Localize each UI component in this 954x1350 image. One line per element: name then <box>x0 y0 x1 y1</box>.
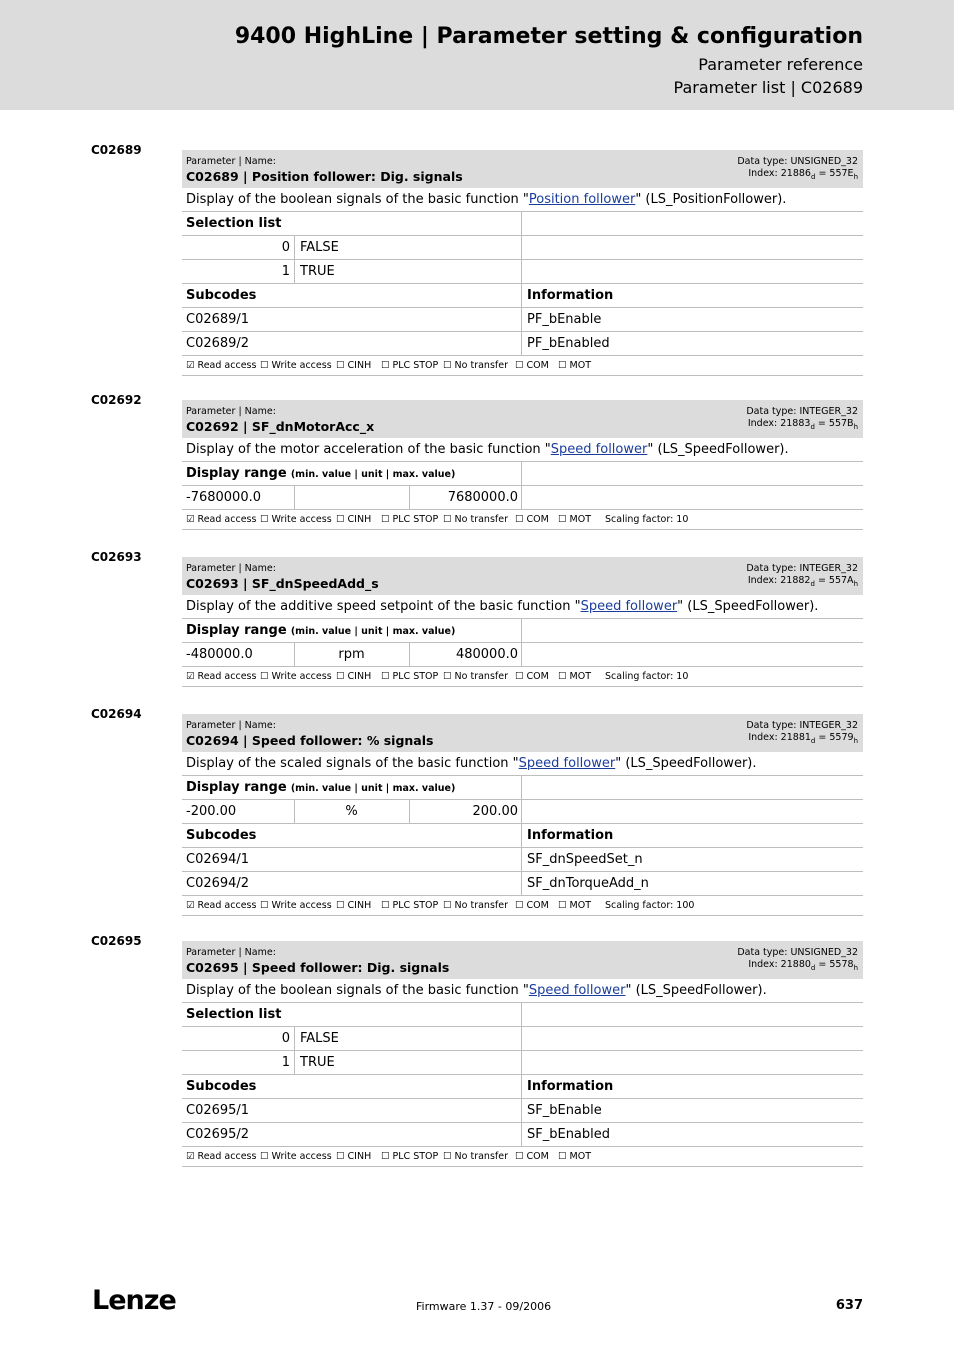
param-description: Display of the additive speed setpoint of the basic function "Speed follower" (LS_SpeedFollower). <box>182 595 863 619</box>
data-type: Data type: INTEGER_32 <box>746 406 858 417</box>
param-description: Display of the boolean signals of the basic function "Speed follower" (LS_SpeedFollower). <box>182 979 863 1003</box>
page-header <box>0 0 954 110</box>
scaling-factor: Scaling factor: 10 <box>605 514 689 525</box>
header-subtitle: Parameter reference <box>698 55 863 74</box>
function-link[interactable]: Speed follower <box>528 983 626 998</box>
subcodes-header: Subcodes Information <box>182 284 863 308</box>
param-index: Index: $21886_d = 557E_h$ <box>748 168 858 181</box>
param-description: Display of the scaled signals of the basic function "Speed follower" (LS_SpeedFollower). <box>182 752 863 776</box>
subcode-row: C02695/2 SF_bEnabled <box>182 1123 863 1147</box>
data-type: Data type: UNSIGNED_32 <box>737 947 858 958</box>
access-flags: ☑ Read access ☐ Write access ☐ CINH ☐ PLC STOP ☐ No transfer ☐ COM ☐ MOT Scaling factor: 100 <box>182 896 863 916</box>
scaling-factor: Scaling factor: 100 <box>605 900 695 911</box>
display-range-header: Display range (min. value | unit | max. value) <box>182 776 863 800</box>
function-link[interactable]: Speed follower <box>550 442 648 457</box>
access-flags: ☑ Read access ☐ Write access ☐ CINH ☐ PLC STOP ☐ No transfer ☐ COM ☐ MOT <box>182 356 863 376</box>
param-code-label: C02689 <box>91 143 142 157</box>
selection-list-header: Selection list <box>182 1003 863 1027</box>
subcode-row: C02689/2 PF_bEnabled <box>182 332 863 356</box>
page-number: 637 <box>835 1298 863 1313</box>
scaling-factor: Scaling factor: 10 <box>605 671 689 682</box>
param-code-label: C02693 <box>91 550 142 564</box>
param-block-c02695 <box>182 941 863 1167</box>
subcodes-header: Subcodes Information <box>182 824 863 848</box>
param-header <box>182 400 863 438</box>
data-type: Data type: INTEGER_32 <box>746 720 858 731</box>
param-block-c02693 <box>182 557 863 687</box>
param-header <box>182 557 863 595</box>
access-flags: ☑ Read access ☐ Write access ☐ CINH ☐ PLC STOP ☐ No transfer ☐ COM ☐ MOT Scaling factor: 10 <box>182 510 863 530</box>
param-description: Display of the boolean signals of the basic function "Position follower" (LS_PositionFollower). <box>182 188 863 212</box>
subcode-row: C02694/2 SF_dnTorqueAdd_n <box>182 872 863 896</box>
param-index: Index: $21882_d = 557A_h$ <box>747 575 858 588</box>
selection-row: 1 TRUE <box>182 260 863 284</box>
function-link[interactable]: Speed follower <box>518 756 616 771</box>
firmware-version: Firmware 1.37 - 09/2006 <box>416 1300 552 1313</box>
display-range-row: -7680000.0 7680000.0 <box>182 486 863 510</box>
param-name: C02694 | Speed follower: % signals <box>186 733 434 748</box>
param-label: Parameter | Name: <box>186 720 276 731</box>
param-label: Parameter | Name: <box>186 947 276 958</box>
param-label: Parameter | Name: <box>186 406 276 417</box>
function-link[interactable]: Speed follower <box>580 599 678 614</box>
param-block-c02689 <box>182 150 863 376</box>
selection-list-header: Selection list <box>182 212 863 236</box>
header-title: 9400 HighLine | Parameter setting & configuration <box>234 24 863 49</box>
function-link[interactable]: Position follower <box>528 192 636 207</box>
param-index: Index: $21881_d = 5579_h$ <box>748 732 858 745</box>
param-code-label: C02692 <box>91 393 142 407</box>
header-section: Parameter list | C02689 <box>673 78 863 97</box>
selection-row: 0 FALSE <box>182 236 863 260</box>
param-name: C02689 | Position follower: Dig. signals <box>186 169 463 184</box>
param-header <box>182 714 863 752</box>
display-range-row: -200.00 % 200.00 <box>182 800 863 824</box>
param-index: Index: $21883_d = 557B_h$ <box>747 418 858 431</box>
param-name: C02692 | SF_dnMotorAcc_x <box>186 419 375 434</box>
subcode-row: C02694/1 SF_dnSpeedSet_n <box>182 848 863 872</box>
param-label: Parameter | Name: <box>186 563 276 574</box>
param-description: Display of the motor acceleration of the basic function "Speed follower" (LS_SpeedFollower). <box>182 438 863 462</box>
display-range-header: Display range (min. value | unit | max. value) <box>182 462 863 486</box>
param-code-label: C02694 <box>91 707 142 721</box>
display-range-header: Display range (min. value | unit | max. value) <box>182 619 863 643</box>
display-range-row: -480000.0 rpm 480000.0 <box>182 643 863 667</box>
param-name: C02693 | SF_dnSpeedAdd_s <box>186 576 379 591</box>
param-block-c02692 <box>182 400 863 530</box>
data-type: Data type: UNSIGNED_32 <box>737 156 858 167</box>
selection-row: 1 TRUE <box>182 1051 863 1075</box>
param-block-c02694 <box>182 714 863 916</box>
data-type: Data type: INTEGER_32 <box>746 563 858 574</box>
lenze-logo: Lenze <box>92 1285 176 1316</box>
subcodes-header: Subcodes Information <box>182 1075 863 1099</box>
param-code-label: C02695 <box>91 934 142 948</box>
param-label: Parameter | Name: <box>186 156 276 167</box>
subcode-row: C02689/1 PF_bEnable <box>182 308 863 332</box>
selection-row: 0 FALSE <box>182 1027 863 1051</box>
param-name: C02695 | Speed follower: Dig. signals <box>186 960 450 975</box>
param-header <box>182 150 863 188</box>
param-header <box>182 941 863 979</box>
access-flags: ☑ Read access ☐ Write access ☐ CINH ☐ PLC STOP ☐ No transfer ☐ COM ☐ MOT Scaling factor: 10 <box>182 667 863 687</box>
access-flags: ☑ Read access ☐ Write access ☐ CINH ☐ PLC STOP ☐ No transfer ☐ COM ☐ MOT <box>182 1147 863 1167</box>
param-index: Index: $21880_d = 5578_h$ <box>748 959 858 972</box>
subcode-row: C02695/1 SF_bEnable <box>182 1099 863 1123</box>
